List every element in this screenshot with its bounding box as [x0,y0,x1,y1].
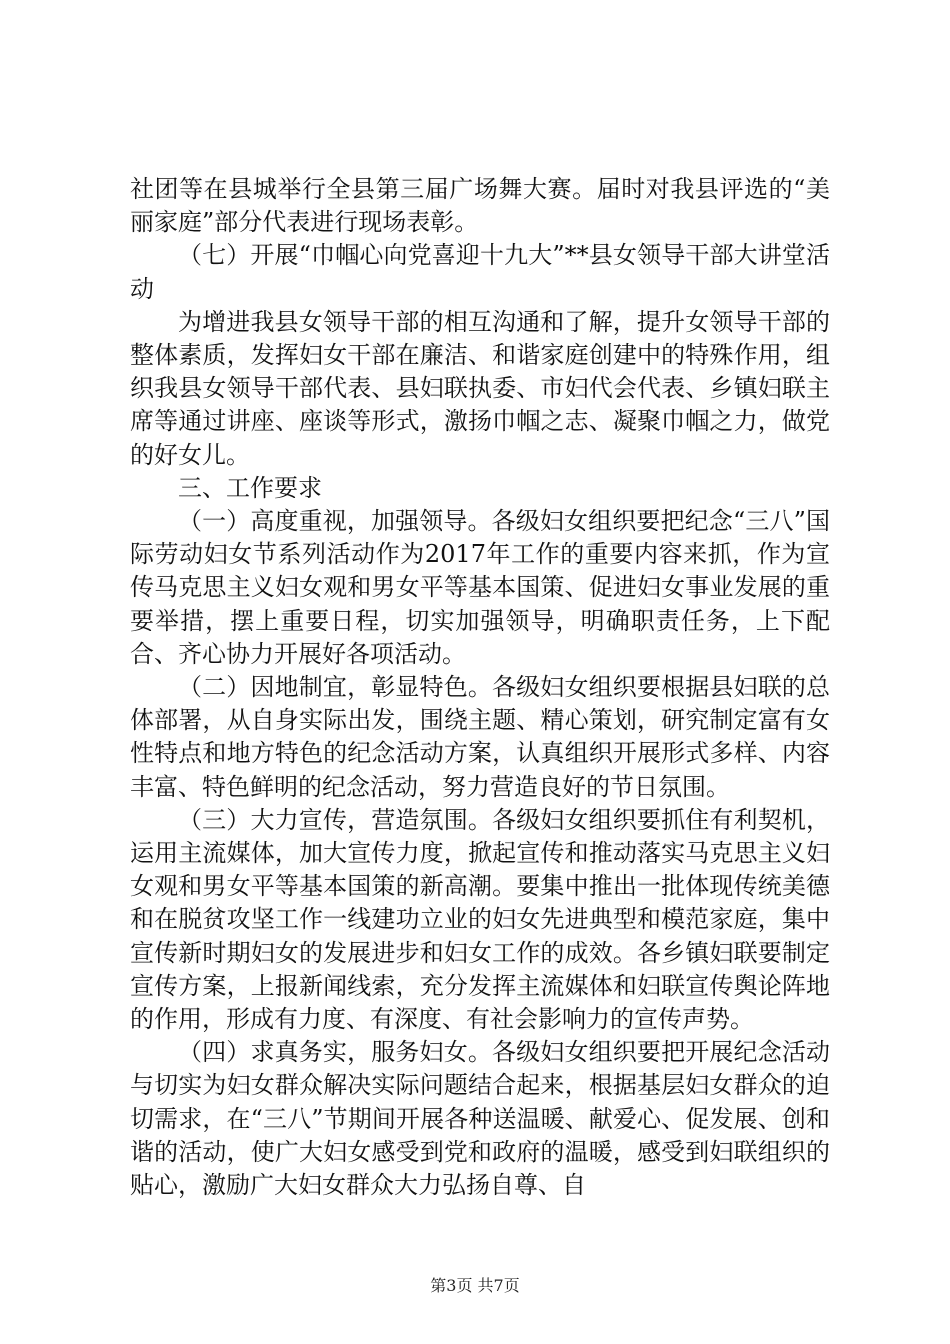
paragraph-requirement-1: （一）高度重视，加强领导。各级妇女组织要把纪念“三八”国际劳动妇女节系列活动作为2017年工作的重要内容来抓，作为宣传马克思主义妇女观和男女平等基本国策、促进妇女事业发展的重要举措，摆上重要日程，切实加强领导，明确职责任务，上下配合、齐心协力开展好各项活动。 [130,507,830,668]
paragraph-requirement-2: （二）因地制宜，彰显特色。各级妇女组织要根据县妇联的总体部署，从自身实际出发，围绕主题、精心策划，研究制定富有女性特点和地方特色的纪念活动方案，认真组织开展形式多样、内容丰富、特色鲜明的纪念活动，努力营造良好的节日氛围。 [130,673,830,801]
section-heading-work-requirements: 三、工作要求 [178,473,322,502]
paragraph-requirement-3: （三）大力宣传，营造氛围。各级妇女组织要抓住有利契机，运用主流媒体，加大宣传力度，掀起宣传和推动落实马克思主义妇女观和男女平等基本国策的新高潮。要集中推出一批体现传统美德和在脱贫攻坚工作一线建功立业的妇女先进典型和模范家庭，集中宣传新时期妇女的发展进步和妇女工作的成效。各乡镇妇联要制定宣传方案，上报新闻线索，充分发挥主流媒体和妇联宣传舆论阵地的作用，形成有力度、有深度、有社会影响力的宣传声势。 [130,805,830,1034]
page-number-footer: 第3页 共7页 [430,1276,520,1295]
paragraph-requirement-4: （四）求真务实，服务妇女。各级妇女组织要把开展纪念活动与切实为妇女群众解决实际问题结合起来，根据基层妇女群众的迫切需求，在“三八”节期间开展各种送温暖、献爱心、促发展、创和谐的活动，使广大妇女感受到党和政府的温暖，感受到妇联组织的贴心，激励广大妇女群众大力弘扬自尊、自 [130,1038,830,1200]
paragraph: 为增进我县女领导干部的相互沟通和了解，提升女领导干部的整体素质，发挥妇女干部在廉洁、和谐家庭创建中的特殊作用，组织我县女领导干部代表、县妇联执委、市妇代会代表、乡镇妇联主席等通过讲座、座谈等形式，激扬巾帼之志、凝聚巾帼之力，做党的好女儿。 [130,307,830,469]
paragraph-continuation: 社团等在县城举行全县第三届广场舞大赛。届时对我县评选的“美丽家庭”部分代表进行现场表彰。 [130,175,830,237]
document-body [130,173,830,1202]
section-heading-7: （七）开展“巾帼心向党喜迎十九大”**县女领导干部大讲堂活动 [130,241,830,303]
